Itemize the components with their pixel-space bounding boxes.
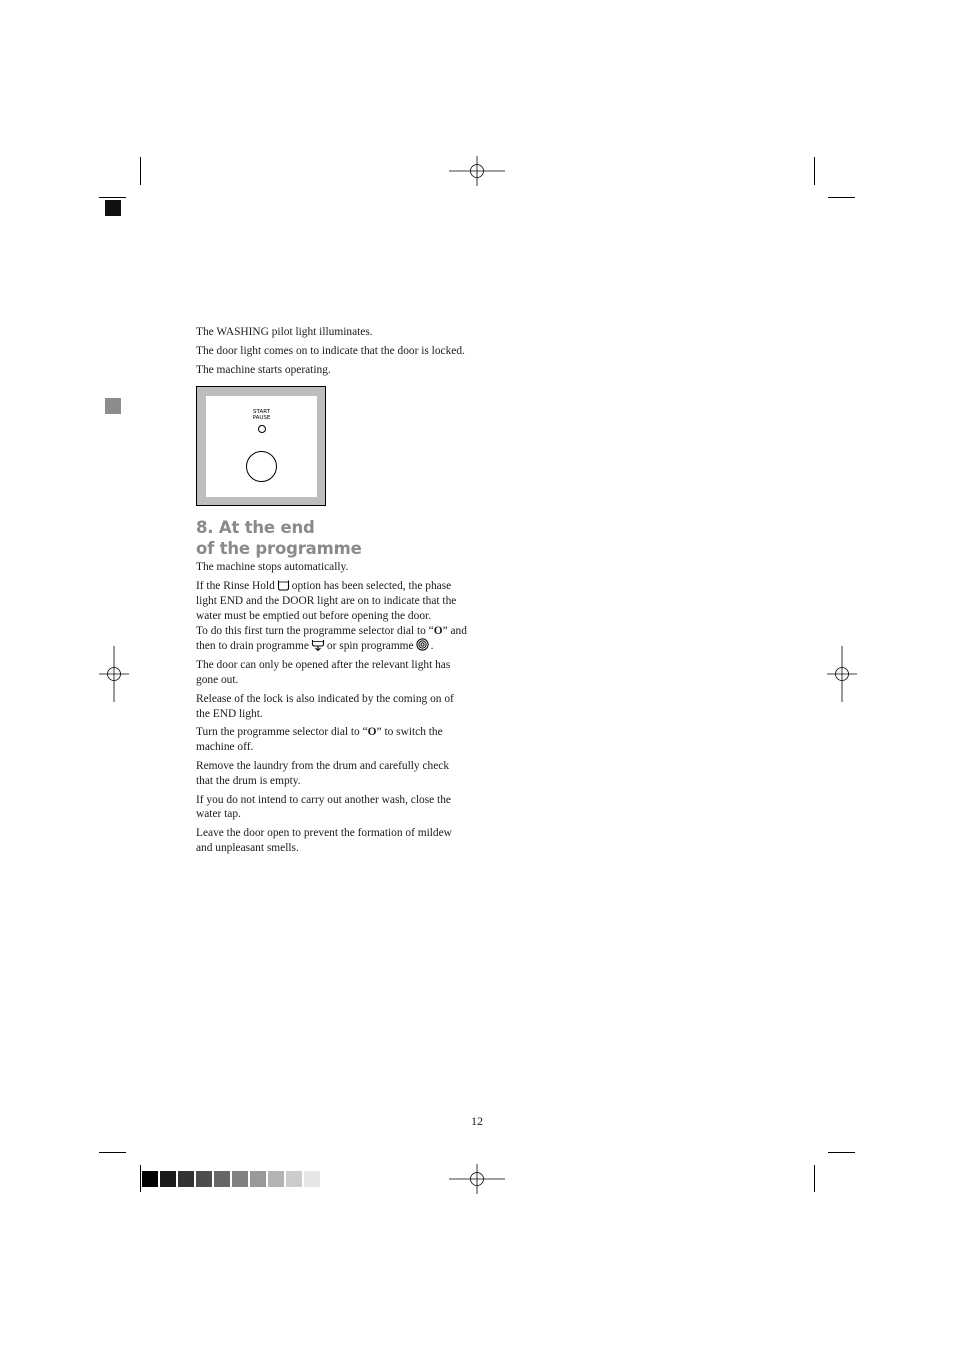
start-pause-label: START PAUSE (252, 409, 271, 422)
registration-mark-left (99, 646, 129, 702)
start-pause-led (258, 425, 266, 433)
color-swatch (232, 1171, 248, 1187)
color-swatch (268, 1171, 284, 1187)
color-swatch (196, 1171, 212, 1187)
margin-marker-black (105, 200, 121, 216)
color-swatch (160, 1171, 176, 1187)
margin-marker-grey (105, 398, 121, 414)
drain-programme-icon (311, 639, 325, 651)
content-column (196, 325, 468, 860)
drain-instruction-paragraph: To do this first turn the programme selector dial to “O” and then to drain programme or spin programme . (196, 624, 467, 653)
lock-release-text: Release of the lock is also indicated by the coming on of the END light. (196, 692, 454, 720)
registration-mark-bottom (449, 1164, 505, 1194)
color-swatch (286, 1171, 302, 1187)
color-swatch (304, 1171, 320, 1187)
switch-off-paragraph: Turn the programme selector dial to “O” to switch the machine off. (196, 726, 443, 754)
color-swatch (214, 1171, 230, 1187)
control-panel-illustration (196, 386, 326, 506)
registration-mark-top (449, 156, 505, 186)
door-open-text: The door can only be opened after the relevant light has gone out. (196, 659, 451, 686)
remove-laundry-text: Remove the laundry from the drum and carefully check that the drum is empty. (196, 759, 450, 787)
section-heading: 8. At the end of the programme (196, 518, 362, 558)
rinse-hold-paragraph: If the Rinse Hold option has been selected, the phase light END and the DOOR light are on to indicate that the water must be emptied out before opening the door. (196, 580, 457, 622)
mildew-text: Leave the door open to prevent the formation of mildew and unpleasant smells. (196, 827, 452, 854)
washing-light-text: The WASHING pilot light illuminates. (196, 326, 373, 338)
water-tap-text: If you do not intend to carry out another wash, close the water tap. (196, 793, 451, 821)
control-panel-face (206, 396, 317, 497)
color-swatch (142, 1171, 158, 1187)
registration-mark-right (827, 646, 857, 702)
rinse-hold-icon (277, 579, 290, 591)
machine-stops-text: The machine stops automatically. (196, 561, 349, 574)
color-swatch (178, 1171, 194, 1187)
spin-programme-icon (416, 638, 429, 651)
machine-starts-text: The machine starts operating. (196, 363, 331, 376)
start-pause-button (246, 451, 277, 482)
page-number: 12 (471, 1114, 483, 1128)
color-swatch (250, 1171, 266, 1187)
door-light-text: The door light comes on to indicate that the door is locked. (196, 344, 465, 357)
